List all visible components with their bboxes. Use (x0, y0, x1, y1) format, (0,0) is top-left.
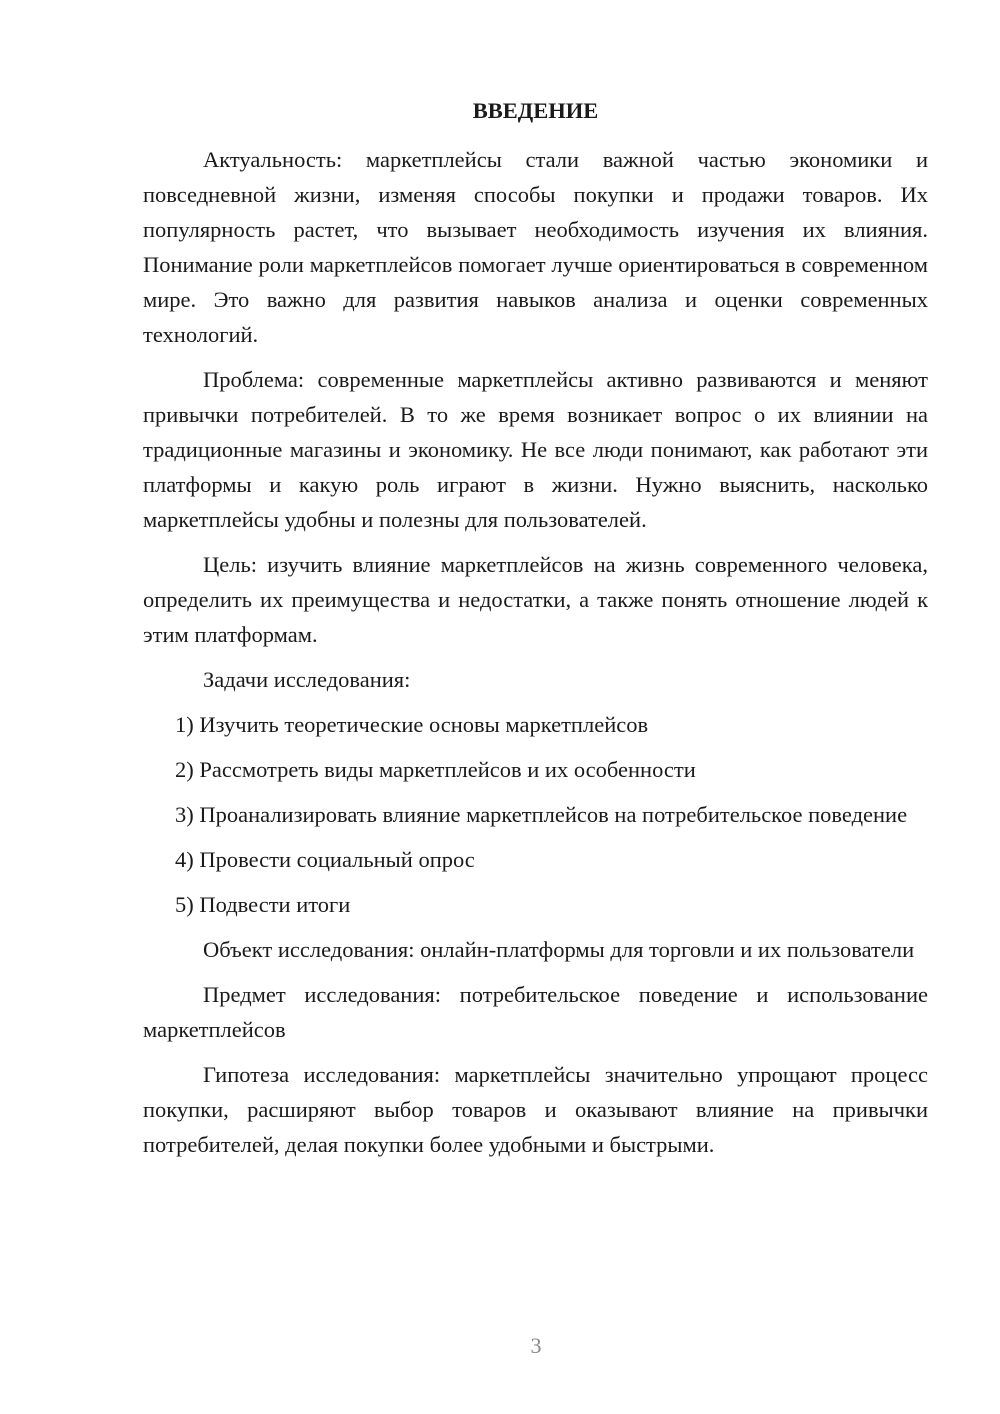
page-number: 3 (530, 1333, 542, 1358)
tasks-title: Задачи исследования: (203, 667, 411, 692)
task-item: 4) Провести социальный опрос (175, 847, 475, 872)
page-content (143, 96, 928, 1172)
problem-paragraph: Проблема: современные маркетплейсы активно развиваются и меняют привычки потребителей. В то же время возникает вопрос о их влиянии на традиционные магазины и экономику. Не все люди понимают, как работают эти платформы и какую роль играют в жизни. Нужно выяснить, насколько маркетплейсы удобны и полезны для пользователей. (143, 367, 928, 532)
section-heading: ВВЕДЕНИЕ (472, 98, 599, 123)
task-item: 3) Проанализировать влияние маркетплейсов на потребительское поведение (175, 802, 908, 827)
task-item: 2) Рассмотреть виды маркетплейсов и их особенности (175, 757, 696, 782)
task-item: 1) Изучить теоретические основы маркетплейсов (175, 712, 649, 737)
relevance-paragraph: Актуальность: маркетплейсы стали важной частью экономики и повседневной жизни, изменяя способы покупки и продажи товаров. Их популярность растет, что вызывает необходимость изучения их влияния. Понимание роли маркетплейсов помогает лучше ориентироваться в современном мире. Это важно для развития навыков анализа и оценки современных технологий. (143, 147, 928, 347)
task-item: 5) Подвести итоги (175, 892, 351, 917)
hypothesis-paragraph: Гипотеза исследования: маркетплейсы значительно упрощают процесс покупки, расширяют выбор товаров и оказывают влияние на привычки потребителей, делая покупки более удобными и быстрыми. (143, 1062, 928, 1157)
goal-paragraph: Цель: изучить влияние маркетплейсов на жизнь современного человека, определить их преимущества и недостатки, а также понять отношение людей к этим платформам. (143, 552, 928, 647)
object-paragraph: Объект исследования: онлайн-платформы для торговли и их пользователи (203, 937, 915, 962)
subject-paragraph: Предмет исследования: потребительское поведение и использование маркетплейсов (143, 982, 928, 1042)
